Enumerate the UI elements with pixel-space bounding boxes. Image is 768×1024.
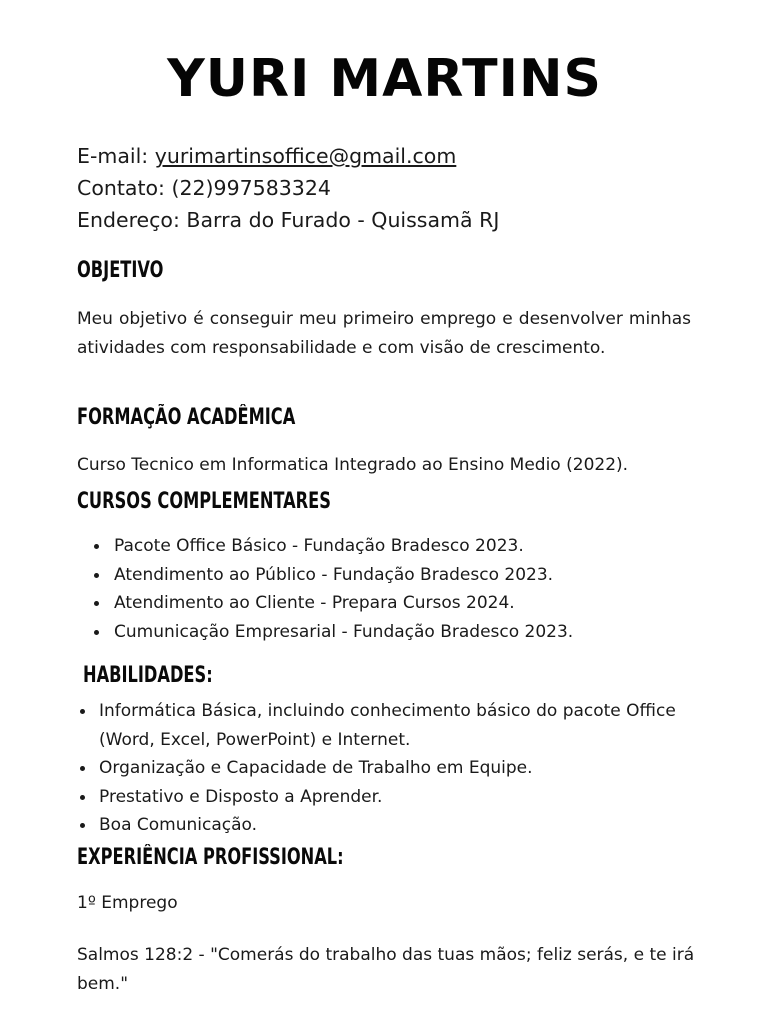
first-job-text: 1º Emprego	[77, 893, 178, 913]
address-line: Endereço: Barra do Furado - Quissamã RJ	[77, 208, 500, 232]
section-title-formacao: FORMAÇÃO ACADÊMICA	[77, 405, 296, 430]
email-line	[77, 140, 692, 172]
cursos-list	[77, 532, 697, 646]
phone-line: Contato: (22)997583324	[77, 176, 331, 200]
formacao-text: Curso Tecnico em Informatica Integrado ao Ensino Medio (2022).	[77, 455, 629, 475]
section-title-cursos: CURSOS COMPLEMENTARES	[77, 489, 331, 514]
list-item: Organização e Capacidade de Trabalho em Equipe.	[77, 754, 697, 783]
quote-text: Salmos 128:2 - "Comerás do trabalho das tuas mãos; feliz serás, e te irá bem."	[77, 945, 695, 994]
list-item: Prestativo e Disposto a Aprender.	[77, 783, 697, 812]
list-item: Informática Básica, incluindo conhecimento básico do pacote Office (Word, Excel, PowerPoint) e Internet.	[77, 697, 697, 754]
list-item: Atendimento ao Público - Fundação Bradesco 2023.	[77, 561, 697, 590]
list-item: Pacote Office Básico - Fundação Bradesco 2023.	[77, 532, 697, 561]
habilidades-list	[77, 697, 697, 840]
list-item: Atendimento ao Cliente - Prepara Cursos 2024.	[77, 589, 697, 618]
objetivo-text: Meu objetivo é conseguir meu primeiro emprego e desenvolver minhas atividades com responsabilidade e com visão de crescimento.	[77, 309, 691, 358]
candidate-name: YURI MARTINS	[167, 49, 602, 109]
list-item: Cumunicação Empresarial - Fundação Bradesco 2023.	[77, 618, 697, 647]
section-title-experiencia: EXPERIÊNCIA PROFISSIONAL:	[77, 845, 344, 870]
list-item: Boa Comunicação.	[77, 811, 697, 840]
contact-block	[77, 140, 692, 236]
email-link[interactable]: yurimartinsoffice@gmail.com	[154, 144, 457, 168]
section-title-habilidades: HABILIDADES:	[83, 663, 213, 688]
email-label: E-mail:	[77, 144, 155, 168]
section-title-objetivo: OBJETIVO	[77, 258, 164, 283]
